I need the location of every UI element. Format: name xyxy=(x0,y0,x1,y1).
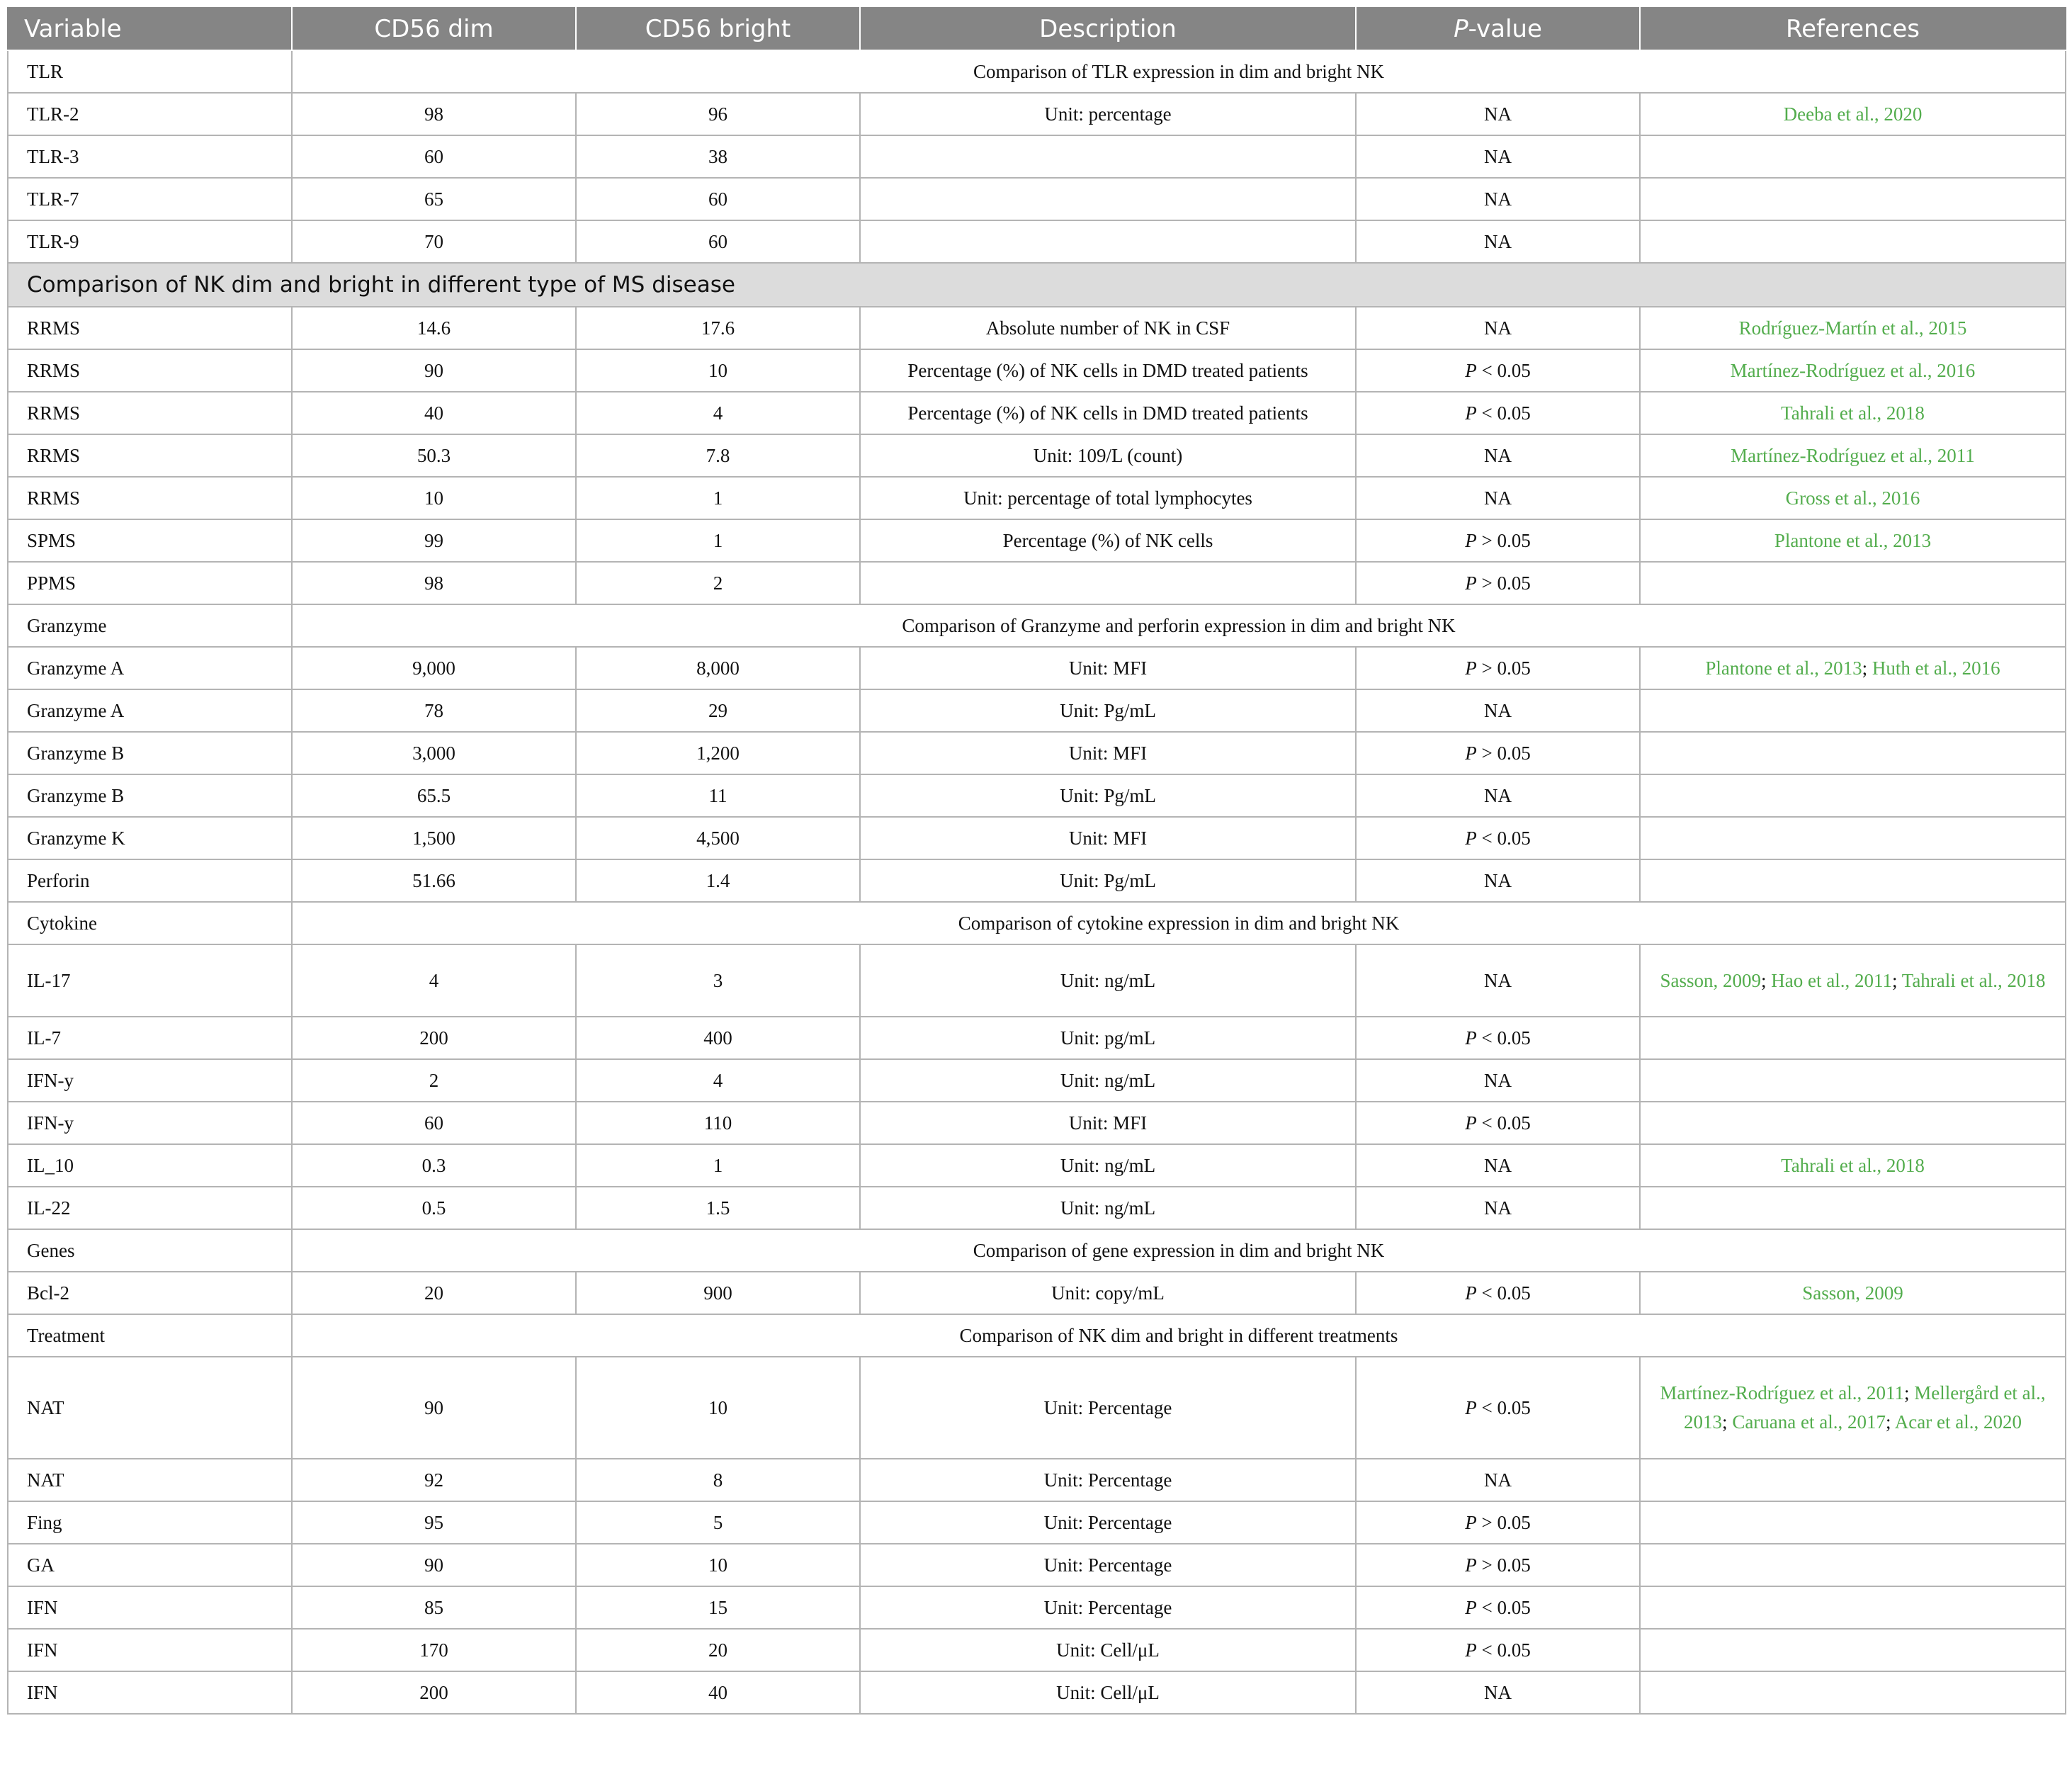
table-row xyxy=(8,1102,2066,1144)
cell-p-value: NA xyxy=(1356,135,1640,178)
cell-references xyxy=(1640,1187,2066,1229)
cell-p-value xyxy=(1356,392,1640,434)
p-symbol: P xyxy=(1465,359,1477,381)
cell-p-value xyxy=(1356,732,1640,774)
cell-references: Martínez-Rodríguez et al., 2011; Mellergård et al., 2013; Caruana et al., 2017; Acar et al., 2020 xyxy=(1640,1357,2066,1459)
cell-p-value xyxy=(1356,1017,1640,1059)
table-row xyxy=(8,477,2066,519)
cell-p-value: NA xyxy=(1356,1459,1640,1501)
reference-link[interactable]: Martínez-Rodríguez et al., 2011 xyxy=(1660,1382,1904,1404)
cell-references xyxy=(1640,1272,2066,1314)
cell-cd56-dim: 9,000 xyxy=(292,647,576,689)
cell-cd56-dim: 4 xyxy=(292,944,576,1017)
reference-link[interactable]: Martínez-Rodríguez et al., 2016 xyxy=(1730,359,1976,381)
table-row xyxy=(8,1144,2066,1187)
cell-variable: Granzyme A xyxy=(8,689,292,732)
cell-references xyxy=(1640,817,2066,859)
cell-p-value: NA xyxy=(1356,477,1640,519)
cell-p-value: NA xyxy=(1356,307,1640,349)
cell-p-value xyxy=(1356,519,1640,562)
cell-cd56-dim: 0.3 xyxy=(292,1144,576,1187)
cell-cd56-bright: 96 xyxy=(576,93,860,135)
table-row xyxy=(8,135,2066,178)
cell-p-value xyxy=(1356,1272,1640,1314)
cell-description: Unit: ng/mL xyxy=(860,944,1356,1017)
cell-cd56-dim: 10 xyxy=(292,477,576,519)
cell-description: Unit: MFI xyxy=(860,732,1356,774)
cell-p-value: NA xyxy=(1356,220,1640,263)
cell-description: Unit: Percentage xyxy=(860,1459,1356,1501)
cell-references xyxy=(1640,307,2066,349)
cell-cd56-dim: 51.66 xyxy=(292,859,576,902)
cell-cd56-dim: 60 xyxy=(292,135,576,178)
table-header xyxy=(8,8,2066,50)
section-variable: Granzyme xyxy=(8,604,292,647)
table-row xyxy=(8,349,2066,392)
cell-cd56-dim: 98 xyxy=(292,562,576,604)
p-symbol: P xyxy=(1465,742,1477,764)
header-variable: Variable xyxy=(8,8,292,50)
cell-variable: TLR-3 xyxy=(8,135,292,178)
cell-variable: Bcl-2 xyxy=(8,1272,292,1314)
cell-cd56-dim: 85 xyxy=(292,1586,576,1629)
cell-references xyxy=(1640,562,2066,604)
section-description: Comparison of gene expression in dim and bright NK xyxy=(292,1229,2066,1272)
table-row xyxy=(8,1459,2066,1501)
table-row xyxy=(8,1357,2066,1459)
cell-references xyxy=(1640,1586,2066,1629)
section-description: Comparison of Granzyme and perforin expression in dim and bright NK xyxy=(292,604,2066,647)
cell-variable: Granzyme A xyxy=(8,647,292,689)
cell-cd56-bright: 5 xyxy=(576,1501,860,1544)
cell-cd56-bright: 11 xyxy=(576,774,860,817)
p-symbol: P xyxy=(1465,1282,1477,1304)
p-value-text: > 0.05 xyxy=(1476,1511,1531,1533)
cell-p-value: NA xyxy=(1356,1671,1640,1714)
cell-p-value xyxy=(1356,349,1640,392)
cell-variable: IFN xyxy=(8,1629,292,1671)
cell-cd56-dim: 50.3 xyxy=(292,434,576,477)
section-variable: Genes xyxy=(8,1229,292,1272)
cell-description: Unit: Cell/μL xyxy=(860,1629,1356,1671)
table-row xyxy=(8,392,2066,434)
cell-p-value xyxy=(1356,817,1640,859)
section-row-treatment xyxy=(8,1314,2066,1357)
cell-cd56-dim: 200 xyxy=(292,1671,576,1714)
p-symbol: P xyxy=(1465,1511,1477,1533)
table-row xyxy=(8,178,2066,220)
cell-cd56-dim: 200 xyxy=(292,1017,576,1059)
cell-description: Unit: MFI xyxy=(860,817,1356,859)
cell-cd56-dim: 1,500 xyxy=(292,817,576,859)
cell-description xyxy=(860,135,1356,178)
cell-cd56-bright: 1 xyxy=(576,1144,860,1187)
reference-link[interactable]: Tahrali et al., 2018 xyxy=(1781,402,1925,424)
table-row xyxy=(8,1671,2066,1714)
section-variable: Cytokine xyxy=(8,902,292,944)
p-symbol: P xyxy=(1465,827,1477,849)
cell-references: Sasson, 2009; Hao et al., 2011; Tahrali et al., 2018 xyxy=(1640,944,2066,1017)
cell-p-value xyxy=(1356,1544,1640,1586)
reference-link[interactable]: Plantone et al., 2013 xyxy=(1774,529,1932,551)
cell-cd56-bright: 4 xyxy=(576,1059,860,1102)
reference-link[interactable]: Martínez-Rodríguez et al., 2011 xyxy=(1731,444,1975,466)
cell-variable: IFN-y xyxy=(8,1102,292,1144)
cell-variable: IL-17 xyxy=(8,944,292,1017)
p-value-text: < 0.05 xyxy=(1476,827,1531,849)
table-row xyxy=(8,774,2066,817)
cell-references xyxy=(1640,135,2066,178)
cell-cd56-dim: 20 xyxy=(292,1272,576,1314)
cell-cd56-bright: 60 xyxy=(576,178,860,220)
cell-references xyxy=(1640,477,2066,519)
table-row xyxy=(8,647,2066,689)
cell-p-value xyxy=(1356,647,1640,689)
cell-cd56-bright: 1 xyxy=(576,519,860,562)
cell-description: Percentage (%) of NK cells in DMD treated patients xyxy=(860,392,1356,434)
section-variable: Treatment xyxy=(8,1314,292,1357)
reference-link[interactable]: Mellergård et al., 2013 xyxy=(1684,1382,2046,1433)
cell-variable: NAT xyxy=(8,1459,292,1501)
p-value-text: < 0.05 xyxy=(1476,1596,1531,1618)
cell-references xyxy=(1640,1629,2066,1671)
cell-references xyxy=(1640,1144,2066,1187)
cell-cd56-dim: 65.5 xyxy=(292,774,576,817)
cell-cd56-dim: 90 xyxy=(292,349,576,392)
cell-cd56-dim: 3,000 xyxy=(292,732,576,774)
p-value-text: < 0.05 xyxy=(1476,1112,1531,1134)
reference-link[interactable]: Tahrali et al., 2018 xyxy=(1781,1154,1925,1176)
table-row xyxy=(8,562,2066,604)
cell-p-value: NA xyxy=(1356,859,1640,902)
cell-p-value: NA xyxy=(1356,93,1640,135)
cell-p-value: NA xyxy=(1356,689,1640,732)
cell-references: Plantone et al., 2013; Huth et al., 2016 xyxy=(1640,647,2066,689)
cell-description: Unit: ng/mL xyxy=(860,1059,1356,1102)
p-value-text: < 0.05 xyxy=(1476,1027,1531,1049)
cell-description: Unit: Percentage xyxy=(860,1586,1356,1629)
table-row xyxy=(8,434,2066,477)
reference-link[interactable]: Tahrali et al., 2018 xyxy=(1901,969,2046,991)
p-symbol: P xyxy=(1465,1596,1477,1618)
p-symbol: P xyxy=(1465,1112,1477,1134)
cell-cd56-bright: 1,200 xyxy=(576,732,860,774)
p-symbol: P xyxy=(1465,657,1477,679)
table-row xyxy=(8,944,2066,1017)
reference-link[interactable]: Sasson, 2009 xyxy=(1802,1282,1903,1304)
table-row xyxy=(8,1059,2066,1102)
cell-references xyxy=(1640,732,2066,774)
cell-description: Unit: copy/mL xyxy=(860,1272,1356,1314)
cell-variable: IL-7 xyxy=(8,1017,292,1059)
cell-cd56-bright: 29 xyxy=(576,689,860,732)
cell-description: Unit: Pg/mL xyxy=(860,774,1356,817)
header-description: Description xyxy=(860,8,1356,50)
reference-link[interactable]: Caruana et al., 2017 xyxy=(1732,1411,1886,1433)
cell-cd56-bright: 8 xyxy=(576,1459,860,1501)
reference-link[interactable]: Gross et al., 2016 xyxy=(1785,487,1920,509)
p-symbol: P xyxy=(1465,572,1477,594)
cell-variable: IFN-y xyxy=(8,1059,292,1102)
p-symbol: P xyxy=(1465,1554,1477,1576)
cell-description: Unit: percentage xyxy=(860,93,1356,135)
p-symbol: P xyxy=(1465,1396,1477,1418)
cell-variable: Fing xyxy=(8,1501,292,1544)
cell-references xyxy=(1640,774,2066,817)
cell-cd56-dim: 90 xyxy=(292,1357,576,1459)
table-row xyxy=(8,1017,2066,1059)
cell-description: Unit: Pg/mL xyxy=(860,859,1356,902)
p-symbol: P xyxy=(1465,1027,1477,1049)
table-row xyxy=(8,1586,2066,1629)
table-row xyxy=(8,859,2066,902)
cell-cd56-dim: 170 xyxy=(292,1629,576,1671)
cell-p-value: NA xyxy=(1356,178,1640,220)
cell-description: Percentage (%) of NK cells in DMD treated patients xyxy=(860,349,1356,392)
cell-cd56-dim: 95 xyxy=(292,1501,576,1544)
p-symbol: P xyxy=(1465,402,1477,424)
cell-variable: Granzyme B xyxy=(8,774,292,817)
cell-variable: RRMS xyxy=(8,307,292,349)
cell-variable: Granzyme B xyxy=(8,732,292,774)
cell-variable: PPMS xyxy=(8,562,292,604)
cell-description: Unit: percentage of total lymphocytes xyxy=(860,477,1356,519)
cell-cd56-bright: 400 xyxy=(576,1017,860,1059)
cell-description: Unit: 109/L (count) xyxy=(860,434,1356,477)
reference-link[interactable]: Sasson, 2009 xyxy=(1660,969,1761,991)
cell-cd56-bright: 60 xyxy=(576,220,860,263)
cell-cd56-dim: 90 xyxy=(292,1544,576,1586)
table-body xyxy=(8,50,2066,1714)
header-cd56-dim: CD56 dim xyxy=(292,8,576,50)
cell-cd56-dim: 60 xyxy=(292,1102,576,1144)
cell-p-value: NA xyxy=(1356,434,1640,477)
p-value-text: > 0.05 xyxy=(1476,572,1531,594)
section-description: Comparison of NK dim and bright in different treatments xyxy=(292,1314,2066,1357)
cell-cd56-bright: 15 xyxy=(576,1586,860,1629)
section-description: Comparison of TLR expression in dim and bright NK xyxy=(292,50,2066,93)
p-value-text: > 0.05 xyxy=(1476,742,1531,764)
cell-description xyxy=(860,220,1356,263)
cell-p-value xyxy=(1356,1629,1640,1671)
cell-variable: RRMS xyxy=(8,392,292,434)
cell-p-value: NA xyxy=(1356,1059,1640,1102)
table-row xyxy=(8,1629,2066,1671)
cell-references xyxy=(1640,1102,2066,1144)
p-value-text: < 0.05 xyxy=(1476,1282,1531,1304)
cell-references xyxy=(1640,859,2066,902)
cell-description xyxy=(860,562,1356,604)
p-value-text: < 0.05 xyxy=(1476,1396,1531,1418)
reference-link[interactable]: Huth et al., 2016 xyxy=(1872,657,2000,679)
reference-link[interactable]: Hao et al., 2011 xyxy=(1771,969,1892,991)
cell-cd56-dim: 92 xyxy=(292,1459,576,1501)
reference-link[interactable]: Plantone et al., 2013 xyxy=(1705,657,1862,679)
cell-variable: IFN xyxy=(8,1671,292,1714)
table-row xyxy=(8,220,2066,263)
cell-cd56-bright: 10 xyxy=(576,349,860,392)
p-value-text: < 0.05 xyxy=(1476,359,1531,381)
cell-description: Unit: Percentage xyxy=(860,1544,1356,1586)
cell-description: Unit: Cell/μL xyxy=(860,1671,1356,1714)
cell-references xyxy=(1640,434,2066,477)
cell-cd56-bright: 10 xyxy=(576,1544,860,1586)
cell-variable: SPMS xyxy=(8,519,292,562)
cell-variable: IL-22 xyxy=(8,1187,292,1229)
section-row-genes xyxy=(8,1229,2066,1272)
table-row xyxy=(8,1272,2066,1314)
cell-references xyxy=(1640,349,2066,392)
cell-references xyxy=(1640,93,2066,135)
section-description: Comparison of cytokine expression in dim and bright NK xyxy=(292,902,2066,944)
cell-cd56-dim: 40 xyxy=(292,392,576,434)
cell-cd56-dim: 0.5 xyxy=(292,1187,576,1229)
table-row xyxy=(8,519,2066,562)
cell-references xyxy=(1640,1671,2066,1714)
p-value-text: > 0.05 xyxy=(1476,1554,1531,1576)
cell-p-value: NA xyxy=(1356,944,1640,1017)
cell-cd56-bright: 20 xyxy=(576,1629,860,1671)
cell-variable: IL_10 xyxy=(8,1144,292,1187)
header-cd56-bright: CD56 bright xyxy=(576,8,860,50)
cell-cd56-bright: 900 xyxy=(576,1272,860,1314)
cell-references xyxy=(1640,220,2066,263)
cell-references xyxy=(1640,1059,2066,1102)
cell-cd56-bright: 10 xyxy=(576,1357,860,1459)
table-row xyxy=(8,817,2066,859)
table-row xyxy=(8,689,2066,732)
cell-references xyxy=(1640,392,2066,434)
cell-cd56-bright: 4,500 xyxy=(576,817,860,859)
cell-p-value: NA xyxy=(1356,1187,1640,1229)
cell-cd56-dim: 14.6 xyxy=(292,307,576,349)
cell-p-value xyxy=(1356,562,1640,604)
header-references: References xyxy=(1640,8,2066,50)
cell-p-value xyxy=(1356,1357,1640,1459)
cell-description: Unit: pg/mL xyxy=(860,1017,1356,1059)
section-row-cytokine xyxy=(8,902,2066,944)
cell-p-value xyxy=(1356,1586,1640,1629)
table-row xyxy=(8,93,2066,135)
cell-references xyxy=(1640,519,2066,562)
cell-description: Unit: ng/mL xyxy=(860,1144,1356,1187)
cell-references xyxy=(1640,178,2066,220)
cell-references xyxy=(1640,1544,2066,1586)
cell-cd56-dim: 65 xyxy=(292,178,576,220)
section-variable: TLR xyxy=(8,50,292,93)
cell-cd56-bright: 1.4 xyxy=(576,859,860,902)
p-value-text: > 0.05 xyxy=(1476,657,1531,679)
section-row-granzyme xyxy=(8,604,2066,647)
cell-cd56-bright: 17.6 xyxy=(576,307,860,349)
section-heading-row xyxy=(8,263,2066,307)
cell-cd56-dim: 2 xyxy=(292,1059,576,1102)
cell-variable: TLR-7 xyxy=(8,178,292,220)
cell-description: Unit: MFI xyxy=(860,1102,1356,1144)
reference-link[interactable]: Rodríguez-Martín et al., 2015 xyxy=(1738,317,1967,339)
cell-cd56-dim: 78 xyxy=(292,689,576,732)
cell-variable: TLR-2 xyxy=(8,93,292,135)
table-row xyxy=(8,1501,2066,1544)
cell-p-value xyxy=(1356,1501,1640,1544)
cell-cd56-bright: 3 xyxy=(576,944,860,1017)
section-heading: Comparison of NK dim and bright in different type of MS disease xyxy=(8,263,2066,307)
table-row xyxy=(8,1544,2066,1586)
data-table xyxy=(7,7,2066,1715)
cell-p-value xyxy=(1356,1102,1640,1144)
cell-p-value: NA xyxy=(1356,1144,1640,1187)
cell-cd56-bright: 1 xyxy=(576,477,860,519)
reference-link[interactable]: Acar et al., 2020 xyxy=(1894,1411,2022,1433)
cell-description xyxy=(860,178,1356,220)
cell-cd56-bright: 38 xyxy=(576,135,860,178)
cell-cd56-bright: 4 xyxy=(576,392,860,434)
cell-cd56-bright: 110 xyxy=(576,1102,860,1144)
cell-variable: RRMS xyxy=(8,477,292,519)
cell-description: Percentage (%) of NK cells xyxy=(860,519,1356,562)
table-row xyxy=(8,307,2066,349)
p-value-text: > 0.05 xyxy=(1476,529,1531,551)
cell-cd56-bright: 1.5 xyxy=(576,1187,860,1229)
cell-cd56-bright: 40 xyxy=(576,1671,860,1714)
cell-description: Unit: MFI xyxy=(860,647,1356,689)
cell-cd56-dim: 98 xyxy=(292,93,576,135)
cell-cd56-bright: 7.8 xyxy=(576,434,860,477)
cell-variable: Granzyme K xyxy=(8,817,292,859)
cell-variable: IFN xyxy=(8,1586,292,1629)
cell-cd56-dim: 70 xyxy=(292,220,576,263)
cell-description: Absolute number of NK in CSF xyxy=(860,307,1356,349)
cell-variable: GA xyxy=(8,1544,292,1586)
cell-cd56-bright: 8,000 xyxy=(576,647,860,689)
cell-variable: Perforin xyxy=(8,859,292,902)
cell-references xyxy=(1640,1017,2066,1059)
section-row-tlr xyxy=(8,50,2066,93)
header-p-value: P-value xyxy=(1356,8,1640,50)
reference-link[interactable]: Deeba et al., 2020 xyxy=(1783,103,1923,125)
table-row xyxy=(8,732,2066,774)
cell-cd56-bright: 2 xyxy=(576,562,860,604)
cell-references xyxy=(1640,1459,2066,1501)
cell-references xyxy=(1640,689,2066,732)
table-row xyxy=(8,1187,2066,1229)
cell-references xyxy=(1640,1501,2066,1544)
cell-description: Unit: Pg/mL xyxy=(860,689,1356,732)
p-value-text: < 0.05 xyxy=(1476,402,1531,424)
cell-variable: NAT xyxy=(8,1357,292,1459)
p-symbol: P xyxy=(1465,529,1477,551)
cell-cd56-dim: 99 xyxy=(292,519,576,562)
cell-variable: RRMS xyxy=(8,349,292,392)
cell-p-value: NA xyxy=(1356,774,1640,817)
cell-variable: RRMS xyxy=(8,434,292,477)
p-symbol: P xyxy=(1465,1639,1477,1661)
cell-description: Unit: Percentage xyxy=(860,1501,1356,1544)
cell-variable: TLR-9 xyxy=(8,220,292,263)
p-value-text: < 0.05 xyxy=(1476,1639,1531,1661)
cell-description: Unit: ng/mL xyxy=(860,1187,1356,1229)
cell-description: Unit: Percentage xyxy=(860,1357,1356,1459)
